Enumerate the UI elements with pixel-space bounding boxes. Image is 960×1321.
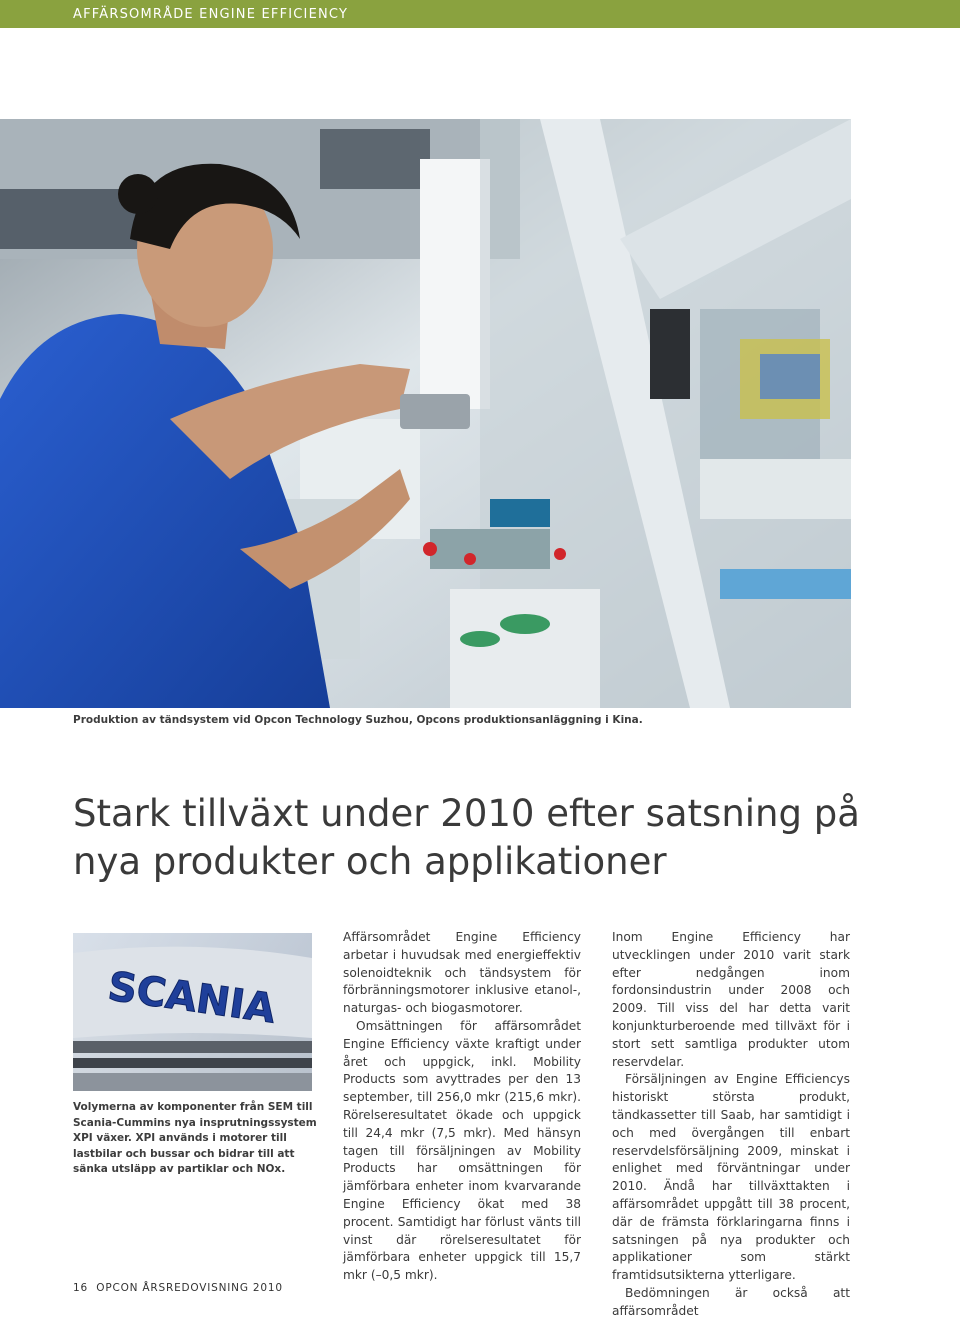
factory-photo: [0, 119, 851, 708]
scania-logo: SCANIA: [105, 963, 279, 1033]
body-paragraph: Bedömningen är också att affärsområdet: [612, 1285, 850, 1318]
body-column-2: [612, 929, 850, 1321]
body-paragraph: Affärsområdet Engine Efficiency arbetar i huvudsak med energieffektiv solenoidteknik och tändsystem för förbränningsmotorer inklusive etanol-, naturgas- och biogasmotorer.: [343, 930, 581, 1016]
body-paragraph: Försäljningen av Engine Efficiencys historiskt största produkt, tändkassetter till Saab, har samtidigt i och med övergången till enbart reservdelsförsäljning 2009, minskat i enlighet med förväntningar under 2010. Ändå har tillväxttakten i affärsområdet uppgått till 38 procent, där de främsta förklaringarna finns i satsningen på nya produkter och applikationer som stärkt framtidsutsikterna ytterligare.: [612, 1072, 850, 1283]
section-header-bar: [0, 0, 960, 28]
body-paragraph: Inom Engine Efficiency har utvecklingen under 2010 varit stark efter nedgången inom fordonsindustrin under 2008 och 2009. Till viss del har detta varit konjunkturberoende med tillväxt för i stort sett samtliga produkter utom reservdelar.: [612, 930, 850, 1069]
page-footer: [73, 1282, 283, 1294]
page-number: 16: [73, 1282, 88, 1294]
body-paragraph: Omsättningen för affärsområdet Engine Efficiency växte kraftigt under året och uppgick, inkl. Mobility Products som avyttrades per den 13 september, till 256,0 mkr (215,6 mkr). Rörelseresultatet ökade och uppgick till 24,4 mkr (7,5 mkr). Med hänsyn tagen till försäljningen av Mobility Products har omsättningen för jämförbara enheter inom kvarvarande Engine Efficiency ökat med 38 procent. Samtidigt har förlust vänts till vinst där rörelseresultatet för jämförbara enheter uppgick till 15,7 mkr (–0,5 mkr).: [343, 1018, 581, 1283]
body-column-1: [343, 929, 581, 1285]
section-title: AFFÄRSOMRÅDE ENGINE EFFICIENCY: [73, 7, 349, 22]
article-title-line-1: Stark tillväxt under 2010 efter satsning på: [73, 792, 860, 835]
publication-name: OPCON ÅRSREDOVISNING 2010: [96, 1282, 283, 1294]
article-title: [73, 790, 913, 886]
photo-caption: Produktion av tändsystem vid Opcon Technology Suzhou, Opcons produktionsanläggning i Kina.: [73, 714, 643, 726]
article-title-line-2: nya produkter och applikationer: [73, 840, 667, 883]
truck-caption: Volymerna av komponenter från SEM till Scania-Cummins nya insprutningssystem XPI växer. XPI används i motorer till lastbilar och bussar och bidrar till att sänka utsläpp av partiklar och NOx.: [73, 1101, 317, 1175]
scania-truck-photo: [73, 933, 312, 1091]
